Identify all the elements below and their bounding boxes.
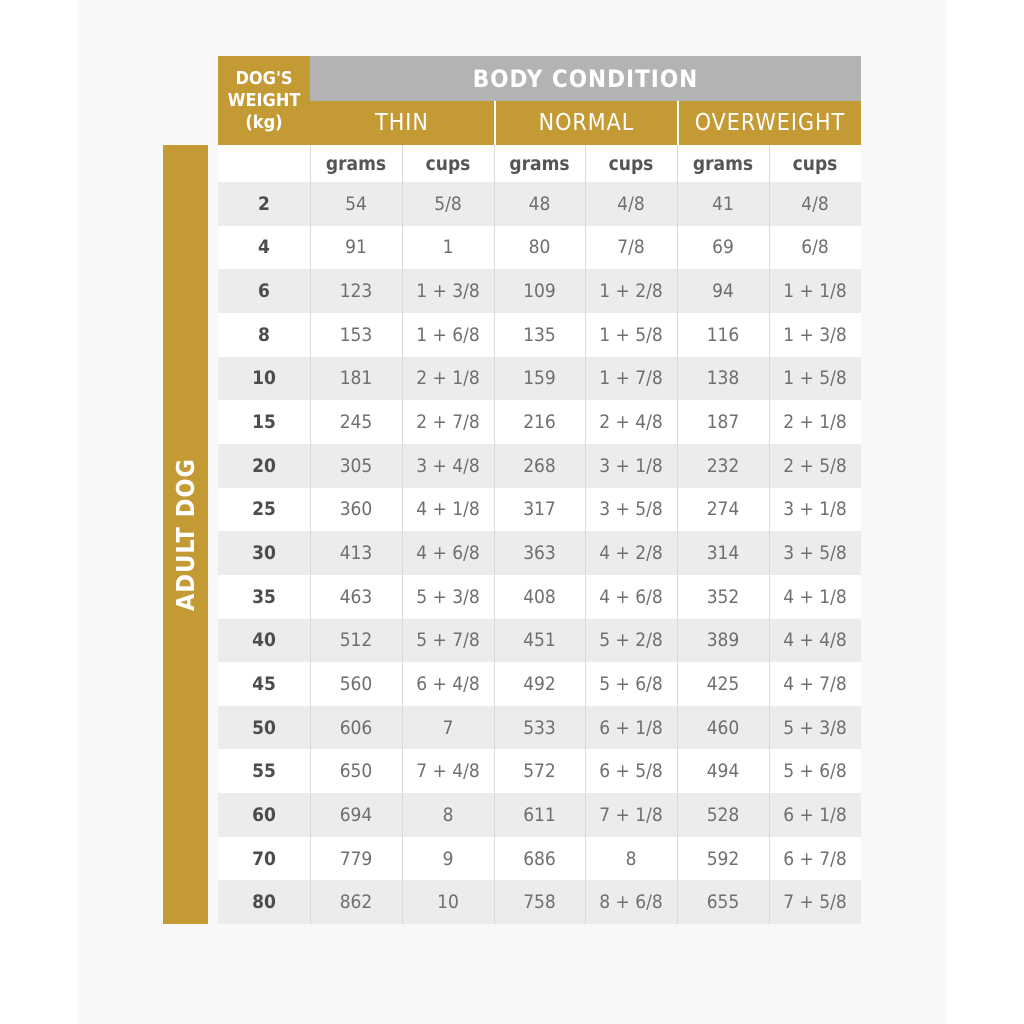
grams-cell: 138	[706, 367, 740, 390]
cups-cell: 2 + 4/8	[599, 411, 663, 434]
dog-weight-cell: 8	[258, 323, 270, 346]
grams-cell: 413	[339, 542, 373, 564]
cups-cell: 4 + 4/8	[783, 629, 847, 652]
grams-cell: 611	[523, 803, 556, 826]
dog-weight-cell: 50	[252, 716, 276, 739]
grams-cell: 159	[523, 367, 556, 390]
grams-cell: 268	[523, 454, 556, 477]
cups-cell: 5/8	[434, 192, 462, 215]
cups-cell: 6 + 1/8	[783, 803, 847, 826]
cups-cell: 3 + 1/8	[599, 454, 663, 477]
cups-cell: 5 + 7/8	[416, 629, 480, 652]
unit-header-overweight-cups: cups	[769, 145, 861, 182]
grams-cell: 360	[339, 498, 373, 521]
grams-cell: 694	[339, 803, 373, 826]
cups-cell: 2 + 1/8	[783, 411, 847, 434]
dog-weight-cell: 10	[252, 367, 276, 390]
grams-cell: 592	[706, 847, 740, 870]
body-condition-header: BODY CONDITION	[310, 56, 861, 101]
grams-cell: 758	[523, 891, 556, 914]
adult-dog-side-label	[163, 145, 208, 924]
cups-cell: 1 + 1/8	[783, 280, 847, 303]
column-divider	[769, 145, 770, 924]
weight-header-line: (kg)	[245, 111, 283, 133]
grams-cell: 606	[339, 716, 373, 739]
cups-cell: 4/8	[617, 192, 645, 215]
cups-cell: 3 + 5/8	[783, 542, 847, 564]
cups-cell: 3 + 1/8	[783, 498, 847, 521]
condition-header-thin: THIN	[310, 101, 494, 145]
dog-weight-cell: 2	[258, 192, 270, 215]
unit-header-thin-cups: cups	[402, 145, 494, 182]
cups-cell: 6 + 5/8	[599, 760, 663, 783]
cups-cell: 4/8	[801, 192, 829, 215]
weight-column-header	[218, 56, 310, 145]
grams-cell: 232	[706, 454, 740, 477]
grams-cell: 463	[339, 585, 373, 608]
cups-cell: 1 + 7/8	[599, 367, 663, 390]
unit-header-thin-grams: grams	[310, 145, 402, 182]
cups-cell: 6 + 7/8	[783, 847, 847, 870]
grams-cell: 116	[706, 323, 740, 346]
grams-cell: 425	[706, 672, 740, 695]
grams-cell: 94	[712, 280, 734, 303]
dog-weight-cell: 15	[252, 411, 276, 434]
grams-cell: 533	[523, 716, 556, 739]
grams-cell: 109	[523, 280, 556, 303]
column-divider	[677, 145, 678, 924]
unit-header-normal-grams: grams	[494, 145, 585, 182]
cups-cell: 5 + 6/8	[783, 760, 847, 783]
cups-cell: 7 + 4/8	[416, 760, 480, 783]
grams-cell: 655	[706, 891, 740, 914]
cups-cell: 3 + 5/8	[599, 498, 663, 521]
cups-cell: 4 + 6/8	[599, 585, 663, 608]
grams-cell: 245	[339, 411, 373, 434]
dog-weight-cell: 70	[252, 847, 276, 870]
grams-cell: 135	[523, 323, 556, 346]
grams-cell: 48	[528, 192, 551, 215]
grams-cell: 492	[523, 672, 556, 695]
grams-cell: 572	[523, 760, 556, 783]
dog-weight-cell: 45	[252, 672, 276, 695]
cups-cell: 1 + 5/8	[599, 323, 663, 346]
grams-cell: 363	[523, 542, 556, 564]
dog-weight-cell: 35	[252, 585, 276, 608]
cups-cell: 8	[625, 847, 637, 870]
column-divider	[494, 145, 495, 924]
dog-weight-cell: 80	[252, 891, 276, 914]
cups-cell: 6/8	[801, 236, 829, 259]
grams-cell: 862	[339, 891, 373, 914]
dog-weight-cell: 55	[252, 760, 276, 783]
grams-cell: 560	[339, 672, 373, 695]
cups-cell: 2 + 1/8	[416, 367, 480, 390]
cups-cell: 9	[442, 847, 454, 870]
weight-header-line: DOG'S	[235, 67, 293, 89]
dog-weight-cell: 6	[258, 280, 270, 303]
cups-cell: 7 + 1/8	[599, 803, 663, 826]
cups-cell: 2 + 7/8	[416, 411, 480, 434]
cups-cell: 8	[442, 803, 454, 826]
grams-cell: 408	[523, 585, 556, 608]
cups-cell: 5 + 6/8	[599, 672, 663, 695]
unit-header-blank	[218, 145, 310, 182]
dog-weight-cell: 30	[252, 542, 276, 564]
cups-cell: 8 + 6/8	[599, 891, 663, 914]
condition-header-overweight: OVERWEIGHT	[677, 101, 861, 145]
grams-cell: 69	[712, 236, 734, 259]
cups-cell: 6 + 4/8	[416, 672, 480, 695]
grams-cell: 317	[523, 498, 556, 521]
cups-cell: 10	[437, 891, 459, 914]
grams-cell: 181	[339, 367, 373, 390]
condition-header-normal: NORMAL	[494, 101, 677, 145]
grams-cell: 686	[523, 847, 556, 870]
grams-cell: 451	[523, 629, 556, 652]
grams-cell: 494	[706, 760, 740, 783]
grams-cell: 187	[706, 411, 740, 434]
cups-cell: 1 + 6/8	[416, 323, 480, 346]
grams-cell: 512	[339, 629, 373, 652]
grams-cell: 91	[345, 236, 367, 259]
dog-weight-cell: 40	[252, 629, 276, 652]
grams-cell: 650	[339, 760, 373, 783]
cups-cell: 4 + 1/8	[783, 585, 847, 608]
grams-cell: 389	[706, 629, 740, 652]
column-divider	[585, 145, 586, 924]
grams-cell: 41	[712, 192, 734, 215]
cups-cell: 5 + 2/8	[599, 629, 663, 652]
cups-cell: 4 + 2/8	[599, 542, 663, 564]
column-divider	[402, 145, 403, 924]
adult-dog-label-text: ADULT DOG	[171, 458, 200, 611]
cups-cell: 3 + 4/8	[416, 454, 480, 477]
grams-cell: 305	[339, 454, 373, 477]
cups-cell: 1 + 3/8	[416, 280, 480, 303]
cups-cell: 4 + 7/8	[783, 672, 847, 695]
grams-cell: 460	[706, 716, 740, 739]
dog-weight-cell: 25	[252, 498, 276, 521]
grams-cell: 153	[339, 323, 373, 346]
dog-weight-cell: 4	[258, 236, 270, 259]
weight-header-line: WEIGHT	[227, 89, 301, 111]
column-divider	[310, 145, 311, 924]
cups-cell: 1 + 5/8	[783, 367, 847, 390]
grams-cell: 54	[345, 192, 367, 215]
cups-cell: 2 + 5/8	[783, 454, 847, 477]
dog-weight-cell: 60	[252, 803, 276, 826]
cups-cell: 5 + 3/8	[783, 716, 847, 739]
grams-cell: 352	[706, 585, 740, 608]
grams-cell: 779	[339, 847, 373, 870]
unit-header-normal-cups: cups	[585, 145, 677, 182]
grams-cell: 216	[523, 411, 556, 434]
dog-weight-cell: 20	[252, 454, 276, 477]
cups-cell: 1 + 3/8	[783, 323, 847, 346]
grams-cell: 80	[528, 236, 551, 259]
cups-cell: 4 + 1/8	[416, 498, 480, 521]
cups-cell: 1	[442, 236, 454, 259]
cups-cell: 5 + 3/8	[416, 585, 480, 608]
cups-cell: 7 + 5/8	[783, 891, 847, 914]
cups-cell: 7	[442, 716, 454, 739]
grams-cell: 274	[706, 498, 740, 521]
grams-cell: 123	[339, 280, 373, 303]
unit-header-overweight-grams: grams	[677, 145, 769, 182]
cups-cell: 7/8	[617, 236, 645, 259]
grams-cell: 314	[706, 542, 740, 564]
cups-cell: 4 + 6/8	[416, 542, 480, 564]
grams-cell: 528	[706, 803, 740, 826]
cups-cell: 1 + 2/8	[599, 280, 663, 303]
cups-cell: 6 + 1/8	[599, 716, 663, 739]
